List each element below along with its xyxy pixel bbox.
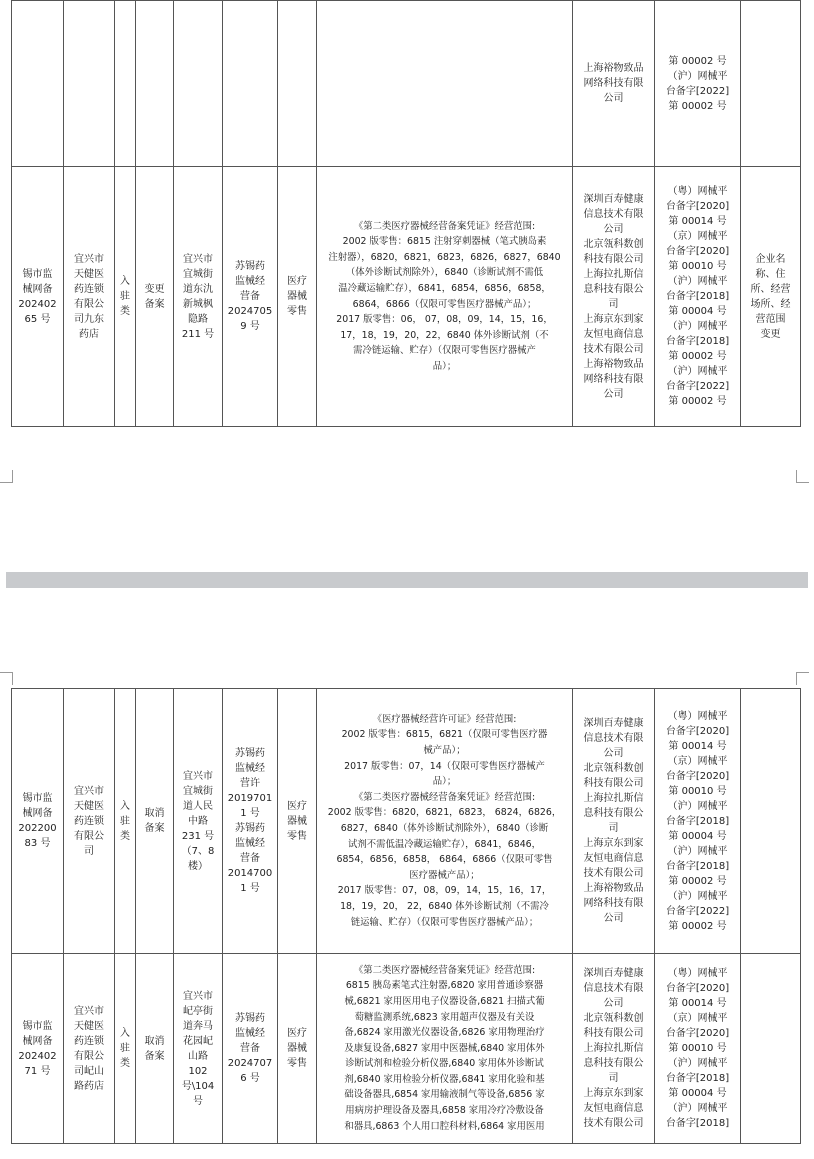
cell-text-line: 营备 bbox=[240, 853, 260, 864]
cell-text-line: 第 00014 号 bbox=[668, 216, 727, 227]
cell-text-line: 医疗器械产品）； bbox=[409, 869, 480, 881]
cell-text-line: 台备字[2022] bbox=[665, 381, 730, 392]
cell-text-line: 品）； bbox=[432, 360, 457, 372]
table-row-continued bbox=[12, 1, 801, 167]
cell-text-line: 《第二类医疗器械经营备案凭证》经营范围: bbox=[353, 791, 536, 803]
cell-text-line: 公司 bbox=[603, 388, 624, 400]
cell-text-line: 类 bbox=[120, 306, 130, 317]
cell-text-line: 及康复设备,6827 家用中医器械,6840 家用体外 bbox=[344, 1042, 545, 1054]
cell-text-line: 企业名 bbox=[755, 253, 786, 265]
cell-text-line: 第 00002 号 bbox=[668, 100, 727, 112]
cell-text-line: 网络科技有限 bbox=[583, 373, 644, 385]
cell-text-line: 信息技术有限 bbox=[583, 208, 644, 220]
cell-text-line: 药店 bbox=[79, 328, 99, 340]
cell-text-line: 苏锡药 bbox=[235, 1013, 265, 1024]
company-cell bbox=[64, 167, 115, 427]
cell-text-line: 2017 版零售：06， 07，08，09，14，15，16， bbox=[336, 314, 553, 326]
cell-text-line: 技术有限公司 bbox=[583, 1118, 644, 1129]
company-cell bbox=[64, 689, 115, 954]
cell-text-line: （沪）网械平 bbox=[667, 800, 728, 812]
cell-text-line: 台备字[2020] bbox=[665, 1028, 730, 1039]
cell-text-line: 驻 bbox=[120, 291, 130, 302]
page-corner-mark bbox=[796, 672, 809, 685]
cell-text-line: 第 00002 号 bbox=[668, 920, 727, 932]
cell-text-line: 用病房护理设备及器具,6858 家用冷疗冷敷设备 bbox=[345, 1105, 544, 1117]
cell-text-line: （沪）网械平 bbox=[667, 276, 728, 287]
cell-text-line: 友恒电商信息 bbox=[583, 853, 644, 864]
cell-text-line: 信息技术有限 bbox=[583, 733, 644, 744]
platform-cell bbox=[573, 167, 655, 427]
cell-text-line: 类 bbox=[120, 1058, 130, 1069]
cell-text-line: 剂,6840 家用检验分析仪器,6841 家用化验和基 bbox=[344, 1073, 545, 1085]
cell-text-line: 科技有限公司 bbox=[583, 253, 644, 265]
cell-text-line: 和器具,6863 个人用口腔科材料,6864 家用医用 bbox=[344, 1120, 545, 1132]
cell-text-line: 65 号 bbox=[24, 313, 51, 325]
cell-text-line: 202402 bbox=[18, 1050, 57, 1062]
cell-text-line: 新城枫 bbox=[183, 298, 213, 310]
cell-text-line: 有限公 bbox=[74, 1050, 104, 1062]
cell-text-line: （沪）网械平 bbox=[667, 70, 728, 82]
remark-cell bbox=[741, 167, 801, 427]
cell-text-line: 药连锁 bbox=[74, 1035, 104, 1047]
cell-text-line: 北京瓴科数创 bbox=[583, 1013, 644, 1024]
cell-text-line: 公司 bbox=[603, 93, 624, 104]
cell-text-line: 上海裕物致品 bbox=[583, 358, 644, 370]
cell-text-line: 宜兴市 bbox=[74, 253, 104, 265]
cell-text-line: 变更 bbox=[760, 328, 781, 340]
page-corner-mark bbox=[796, 470, 809, 483]
cell-text-line: 北京瓴科数创 bbox=[583, 238, 644, 250]
cell-text-line: 温冷藏运输贮存），6841，6854，6856，6858， bbox=[338, 282, 551, 294]
remark-cell bbox=[741, 954, 801, 1144]
cell-text-line: 备案 bbox=[144, 823, 165, 834]
cell-text-line: 司九东 bbox=[74, 313, 104, 325]
cell-text-line: 隐路 bbox=[188, 313, 208, 325]
cell-text-line: 83 号 bbox=[24, 838, 51, 849]
cell-text-line: 6827，6840（体外诊断试剂除外），6840（诊断 bbox=[340, 823, 549, 834]
cell-text-line: 品）； bbox=[432, 776, 457, 788]
business-scope-cell bbox=[317, 954, 573, 1144]
cell-text-line: 2002 版零售：6815 注射穿刺器械（笔式胰岛素 bbox=[342, 236, 547, 248]
page-corner-mark bbox=[0, 470, 13, 483]
page-corner-mark bbox=[0, 672, 13, 685]
cell-text-line: 械网备 bbox=[22, 1035, 53, 1047]
cell-text-line: 备案 bbox=[144, 1050, 165, 1062]
cell-text-line: 公司 bbox=[603, 998, 624, 1009]
cell-text-line: 信息技术有限 bbox=[583, 983, 644, 994]
cell-text-line: 号 bbox=[193, 1095, 203, 1107]
cell-text-line: 宜兴市 bbox=[183, 253, 213, 265]
address-cell bbox=[174, 689, 223, 954]
cell-text-line: 营许 bbox=[240, 778, 260, 789]
cell-text-line: 网络科技有限 bbox=[583, 78, 644, 89]
cell-text-line: 驻 bbox=[120, 815, 130, 827]
cell-text-line: 器械 bbox=[287, 1043, 307, 1054]
cell-text-line: 台备字[2020] bbox=[665, 201, 730, 212]
registration-number-cell bbox=[12, 689, 64, 954]
cell-text-line: 锡市监 bbox=[22, 1020, 53, 1032]
cell-text-line: 花园屺 bbox=[183, 1035, 213, 1047]
cell-text-line: 苏锡药 bbox=[235, 748, 265, 759]
cell-text-line: 号\104 bbox=[181, 1080, 215, 1092]
cell-text-line: 监械经 bbox=[235, 838, 265, 849]
type-cell bbox=[115, 167, 136, 427]
cell-text-line: 第 00002 号 bbox=[668, 875, 727, 887]
cell-text-line: 类 bbox=[120, 830, 130, 842]
table-row bbox=[12, 167, 801, 427]
cell-text-line: 入 bbox=[120, 800, 130, 812]
license-cell bbox=[223, 954, 278, 1144]
cell-text-line: 宜兴市 bbox=[183, 990, 213, 1002]
cell-text-line: 211 号 bbox=[181, 328, 215, 340]
cell-text-line: 医疗 bbox=[287, 800, 307, 812]
cell-text-line: 司 bbox=[608, 823, 619, 834]
cell-text-line: 6864，6866（仅限可零售医疗器械产品）； bbox=[352, 298, 537, 310]
business-scope-cell bbox=[317, 689, 573, 954]
cell-text-line: 上海京东到家 bbox=[583, 838, 644, 849]
address-cell bbox=[174, 954, 223, 1144]
cell-text-line: 宜兴市 bbox=[74, 1005, 104, 1017]
cell-text-line: 第 00002 号 bbox=[668, 396, 727, 407]
cell-text-line: （沪）网械平 bbox=[667, 366, 728, 377]
cell-text-line: 17，18，19，20，22，6840 体外诊断试剂（不 bbox=[340, 329, 549, 341]
cell-text-line: （京）网械平 bbox=[667, 755, 728, 767]
cell-text-line: 锡市监 bbox=[22, 268, 53, 280]
cell-text-line: （7、8 bbox=[181, 845, 215, 857]
cell-text-line: 2019701 bbox=[227, 793, 273, 804]
cell-text-line: （沪）网械平 bbox=[667, 1103, 728, 1114]
cell-text-line: 入 bbox=[120, 276, 130, 287]
cell-text-line: （粤）网械平 bbox=[667, 968, 728, 979]
cell-text-line: 山路 bbox=[188, 1050, 208, 1062]
cell-text-line: 6815 胰岛素笔式注射器,6820 家用普通诊察器 bbox=[345, 980, 544, 992]
cell-text-line: 有限公 bbox=[74, 830, 104, 842]
registration-number-cell bbox=[12, 167, 64, 427]
cell-text-line: 道奔马 bbox=[183, 1020, 213, 1032]
cell-text-line: 技术有限公司 bbox=[583, 343, 644, 355]
action-cell bbox=[136, 689, 174, 954]
cell-text-line: 9 号 bbox=[240, 321, 260, 332]
cell-text-line: 变更 bbox=[144, 283, 165, 295]
cell-text-line: 深圳百寿健康 bbox=[583, 718, 644, 729]
cell-text-line: 药连锁 bbox=[74, 815, 104, 827]
cell-text-line: 需冷链运输、贮存）（仅限可零售医疗器械产 bbox=[353, 345, 536, 357]
cell-text-line: 屺亭街 bbox=[183, 1005, 213, 1017]
cell-text-line: 诊断试剂和检验分析仪器,6840 家用体外诊断试 bbox=[345, 1058, 544, 1070]
cell-text-line: 台备字[2022] bbox=[665, 905, 730, 917]
category-cell bbox=[278, 954, 317, 1144]
cell-text-line: 上海拉扎斯信 bbox=[583, 268, 644, 280]
cell-text-line: 萄糖监测系统,6823 家用超声仪器及有关设 bbox=[354, 1011, 535, 1023]
cell-text-line: 药连锁 bbox=[74, 283, 104, 295]
record-table-part-1 bbox=[11, 0, 801, 427]
platform-cell bbox=[573, 689, 655, 954]
cell-text-line: 宜兴市 bbox=[183, 770, 213, 782]
platform-cell bbox=[573, 954, 655, 1144]
cell-text-line: （京）网械平 bbox=[667, 231, 728, 242]
document-page-2 bbox=[0, 588, 814, 1159]
cell-text-line: 道人民 bbox=[183, 800, 213, 812]
cell-text-line: 上海裕物致品 bbox=[583, 63, 644, 74]
cell-text-line: 台备字[2018] bbox=[665, 1073, 730, 1084]
address-cell bbox=[174, 167, 223, 427]
cell-text-line: 中路 bbox=[188, 815, 208, 827]
cell-text-line: 营备 bbox=[240, 1043, 260, 1054]
cell-text-line: 上海京东到家 bbox=[583, 313, 644, 325]
cell-text-line: 《第二类医疗器械经营备案凭证》经营范围: bbox=[353, 220, 536, 232]
cell-text-line: 第 00004 号 bbox=[668, 1088, 727, 1099]
cell-text-line: 监械经 bbox=[235, 763, 265, 774]
cell-text-line: （沪）网械平 bbox=[667, 890, 728, 902]
cell-text-line: 台备字[2018] bbox=[665, 1118, 730, 1129]
type-cell bbox=[115, 954, 136, 1144]
cell-text-line: 链运输、贮存）（仅限可零售医疗器械产品）； bbox=[350, 916, 539, 928]
cell-text-line: 6 号 bbox=[240, 1073, 260, 1084]
record-number-cell bbox=[655, 167, 741, 427]
cell-text-line: 宜兴市 bbox=[74, 785, 104, 797]
cell-text-line: 上海拉扎斯信 bbox=[583, 793, 644, 804]
cell-text-line: 友恒电商信息 bbox=[583, 328, 644, 340]
cell-text-line: 技术有限公司 bbox=[583, 868, 644, 879]
cell-text-line: 231 号 bbox=[181, 830, 215, 842]
cell-text-line: 医疗 bbox=[287, 1028, 307, 1039]
company-cell bbox=[64, 954, 115, 1144]
record-number-cell bbox=[655, 954, 741, 1144]
cell-text-line: 取消 bbox=[144, 1035, 165, 1047]
cell-text-line: 1 号 bbox=[240, 883, 260, 894]
cell-text-line: 第 00010 号 bbox=[668, 1043, 727, 1054]
cell-text-line: 称、住 bbox=[755, 268, 786, 280]
table-row bbox=[12, 954, 801, 1144]
cell-text-line: 场所、经 bbox=[750, 298, 791, 310]
cell-text-line: （沪）网械平 bbox=[667, 321, 728, 332]
cell-text-line: 取消 bbox=[144, 808, 165, 819]
table-row bbox=[12, 689, 801, 954]
cell-text-line: 上海拉扎斯信 bbox=[583, 1043, 644, 1054]
cell-text-line: 第 00004 号 bbox=[668, 306, 727, 317]
cell-text-line: 第 00010 号 bbox=[668, 785, 727, 797]
cell-text-line: 台备字[2018] bbox=[665, 291, 730, 302]
cell-text-line: 零售 bbox=[287, 306, 307, 317]
cell-text-line: 台备字[2020] bbox=[665, 725, 730, 737]
cell-text-line: 71 号 bbox=[24, 1065, 51, 1077]
cell-text-line: 试剂不需低温冷藏运输贮存），6841，6846， bbox=[347, 838, 542, 850]
license-cell bbox=[223, 167, 278, 427]
cell-text-line: 台备字[2018] bbox=[665, 860, 730, 872]
cell-text-line: 2017 版零售：07，08，09，14，15，16，17， bbox=[337, 885, 552, 897]
page-separator bbox=[6, 572, 808, 588]
cell-text-line: 道东氿 bbox=[183, 283, 213, 295]
cell-text-line: 宜城街 bbox=[183, 268, 213, 280]
cell-text-line: 公司 bbox=[603, 748, 624, 759]
business-scope-cell bbox=[317, 167, 573, 427]
cell-text-line: 天健医 bbox=[74, 1020, 104, 1032]
cell-text-line: 械产品）； bbox=[423, 745, 466, 757]
cell-text-line: 网络科技有限 bbox=[583, 898, 644, 909]
cell-text-line: 司 bbox=[608, 298, 619, 310]
cell-text-line: （京）网械平 bbox=[667, 1013, 728, 1024]
record-number-cell bbox=[655, 689, 741, 954]
cell-text-line: 1 号 bbox=[240, 808, 260, 819]
cell-text-line: 监械经 bbox=[235, 276, 265, 287]
platform-cell bbox=[573, 1, 655, 167]
cell-text-line: 第 00014 号 bbox=[668, 998, 727, 1009]
cell-text-line: 台备字[2020] bbox=[665, 770, 730, 782]
cell-text-line: 器械 bbox=[287, 291, 307, 302]
cell-text-line: 苏锡药 bbox=[235, 823, 265, 834]
cell-text-line: 备,6824 家用激光仪器设备,6826 家用物理治疗 bbox=[344, 1027, 545, 1039]
cell-text-line: 苏锡药 bbox=[235, 261, 265, 272]
cell-text-line: 司 bbox=[84, 845, 94, 857]
category-cell bbox=[278, 167, 317, 427]
license-cell bbox=[223, 689, 278, 954]
cell-text-line: 天健医 bbox=[74, 268, 104, 280]
cell-text-line: （粤）网械平 bbox=[667, 710, 728, 722]
cell-text-line: 《医疗器械经营许可证》经营范围: bbox=[372, 713, 517, 725]
cell-text-line: 2024707 bbox=[227, 1058, 273, 1069]
cell-text-line: 第 00002 号 bbox=[668, 55, 727, 67]
cell-text-line: 102 bbox=[188, 1065, 208, 1077]
cell-text-line: 路药店 bbox=[74, 1080, 104, 1092]
cell-text-line: 备案 bbox=[144, 298, 165, 310]
cell-text-line: 础设备器具,6854 家用输液制气等设备,6856 家 bbox=[344, 1089, 545, 1101]
cell-text-line: 公司 bbox=[603, 913, 624, 924]
cell-text-line: 入 bbox=[120, 1028, 130, 1039]
cell-text-line: 台备字[2020] bbox=[665, 983, 730, 994]
type-cell bbox=[115, 689, 136, 954]
document-page-1 bbox=[0, 0, 814, 560]
cell-text-line: 2002 版零售：6820，6821，6823， 6824，6826， bbox=[327, 807, 562, 819]
cell-text-line: 深圳百寿健康 bbox=[583, 193, 644, 205]
cell-text-line: 零售 bbox=[287, 830, 307, 842]
cell-text-line: 深圳百寿健康 bbox=[583, 968, 644, 979]
cell-text-line: 202402 bbox=[18, 298, 57, 310]
cell-text-line: 6854，6856，6858， 6864，6866（仅限可零售 bbox=[336, 854, 553, 866]
action-cell bbox=[136, 167, 174, 427]
cell-text-line: 器械 bbox=[287, 815, 307, 827]
cell-text-line: 有限公 bbox=[74, 298, 104, 310]
cell-text-line: （沪）网械平 bbox=[667, 1058, 728, 1069]
cell-text-line: 第 00002 号 bbox=[668, 351, 727, 362]
cell-text-line: 所、经营 bbox=[750, 283, 791, 295]
cell-text-line: 202200 bbox=[18, 823, 57, 834]
cell-text-line: 司屺山 bbox=[74, 1065, 104, 1077]
cell-text-line: 台备字[2018] bbox=[665, 815, 730, 827]
cell-text-line: 2014700 bbox=[227, 868, 273, 879]
cell-text-line: 2002 版零售：6815，6821（仅限可零售医疗器 bbox=[341, 729, 548, 741]
cell-text-line: 营范围 bbox=[755, 313, 786, 325]
cell-text-line: 息科技有限公 bbox=[583, 808, 644, 819]
remark-cell bbox=[741, 689, 801, 954]
cell-text-line: 械网备 bbox=[22, 283, 53, 295]
record-number-cell bbox=[655, 1, 741, 167]
cell-text-line: 第 00014 号 bbox=[668, 740, 727, 752]
cell-text-line: 台备字[2018] bbox=[665, 336, 730, 347]
cell-text-line: 科技有限公司 bbox=[583, 1028, 644, 1039]
cell-text-line: 友恒电商信息 bbox=[583, 1103, 644, 1114]
cell-text-line: 注射器），6820，6821，6823，6826，6827，6840 bbox=[328, 251, 561, 263]
cell-text-line: 息科技有限公 bbox=[583, 283, 644, 295]
record-table-part-2 bbox=[11, 688, 801, 1144]
cell-text-line: 科技有限公司 bbox=[583, 778, 644, 789]
category-cell bbox=[278, 689, 317, 954]
cell-text-line: （沪）网械平 bbox=[667, 845, 728, 857]
cell-text-line: 械,6821 家用医用电子仪器设备,6821 扫描式葡 bbox=[344, 995, 545, 1007]
cell-text-line: 司 bbox=[608, 1073, 619, 1084]
cell-text-line: （体外诊断试剂除外），6840（诊断试剂不需低 bbox=[345, 267, 544, 279]
cell-text-line: 天健医 bbox=[74, 800, 104, 812]
cell-text-line: 上海京东到家 bbox=[583, 1088, 644, 1099]
cell-text-line: 北京瓴科数创 bbox=[583, 763, 644, 774]
cell-text-line: 息科技有限公 bbox=[583, 1058, 644, 1069]
cell-text-line: 宜城街 bbox=[183, 785, 213, 797]
cell-text-line: 上海裕物致品 bbox=[583, 883, 644, 894]
cell-text-line: 台备字[2022] bbox=[665, 85, 730, 97]
cell-text-line: 营备 bbox=[240, 291, 260, 302]
cell-text-line: 医疗 bbox=[287, 276, 307, 287]
cell-text-line: 锡市监 bbox=[22, 793, 53, 804]
cell-text-line: 驻 bbox=[120, 1043, 130, 1054]
cell-text-line: （粤）网械平 bbox=[667, 186, 728, 197]
cell-text-line: 2024705 bbox=[227, 306, 273, 317]
cell-text-line: 楼） bbox=[188, 860, 208, 872]
cell-text-line: 第 00004 号 bbox=[668, 830, 727, 842]
cell-text-line: 2017 版零售：07，14（仅限可零售医疗器械产 bbox=[344, 760, 545, 772]
cell-text-line: 18，19，20， 22，6840 体外诊断试剂（不需冷 bbox=[340, 900, 549, 912]
cell-text-line: 监械经 bbox=[235, 1028, 265, 1039]
cell-text-line: 《第二类医疗器械经营备案凭证》经营范围: bbox=[353, 964, 536, 976]
registration-number-cell bbox=[12, 954, 64, 1144]
action-cell bbox=[136, 954, 174, 1144]
cell-text-line: 械网备 bbox=[22, 808, 53, 819]
cell-text-line: 第 00010 号 bbox=[668, 261, 727, 272]
cell-text-line: 公司 bbox=[603, 223, 624, 235]
cell-text-line: 零售 bbox=[287, 1058, 307, 1069]
cell-text-line: 台备字[2020] bbox=[665, 246, 730, 257]
